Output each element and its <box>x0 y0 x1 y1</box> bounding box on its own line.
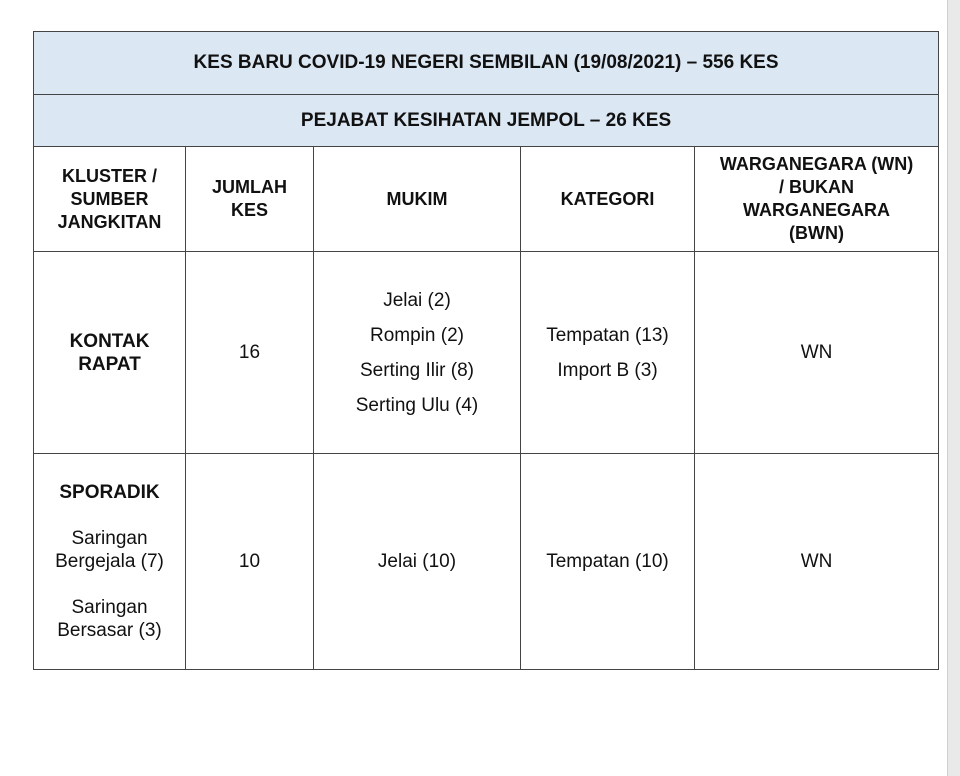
kluster-detail: Bergejala (7) <box>55 551 164 572</box>
mukim-item: Rompin (2) <box>370 324 464 346</box>
kluster-cell <box>34 454 186 670</box>
header-jumlah-line: JUMLAH <box>212 177 287 197</box>
office-row <box>34 95 939 147</box>
kluster-line: RAPAT <box>78 353 141 375</box>
header-jumlah <box>186 147 314 252</box>
wn-cell: WN <box>695 454 939 670</box>
mukim-cell <box>314 454 521 670</box>
header-wn-line: WARGANEGARA <box>743 200 891 220</box>
kategori-cell <box>521 252 695 454</box>
header-kategori: KATEGORI <box>521 147 695 252</box>
kluster-title: SPORADIK <box>59 482 160 503</box>
kluster-detail: Saringan <box>71 597 148 618</box>
jumlah-cell: 16 <box>186 252 314 454</box>
report-title: KES BARU COVID-19 NEGERI SEMBILAN (19/08/2021) – 556 KES <box>34 32 939 95</box>
page-edge <box>947 0 960 776</box>
spacer <box>38 504 181 527</box>
header-row <box>34 147 939 252</box>
mukim-cell <box>314 252 521 454</box>
kluster-detail: Bersasar (3) <box>57 620 162 641</box>
header-kluster <box>34 147 186 252</box>
header-jumlah-line: KES <box>230 200 268 220</box>
kategori-item: Import B (3) <box>557 359 658 381</box>
header-wn-line: (BWN) <box>789 223 845 243</box>
wn-cell: WN <box>695 252 939 454</box>
header-mukim: MUKIM <box>314 147 521 252</box>
header-wn-line: WARGANEGARA (WN) <box>719 154 914 174</box>
kluster-line: KONTAK <box>69 330 150 352</box>
mukim-item: Jelai (2) <box>383 289 451 311</box>
header-kluster-line: SUMBER <box>70 188 149 209</box>
header-wn-line: / BUKAN <box>779 177 855 197</box>
table-row <box>34 252 939 454</box>
mukim-item: Jelai (10) <box>377 550 457 572</box>
table-row <box>34 454 939 670</box>
kategori-item: Tempatan (10) <box>546 550 669 572</box>
jumlah-cell: 10 <box>186 454 314 670</box>
header-kluster-line: JANGKITAN <box>57 211 162 232</box>
covid-cases-table <box>33 31 939 670</box>
title-row <box>34 32 939 95</box>
mukim-item: Serting Ilir (8) <box>359 359 475 381</box>
mukim-item: Serting Ulu (4) <box>355 394 479 416</box>
kluster-cell <box>34 252 186 454</box>
office-title: PEJABAT KESIHATAN JEMPOL – 26 KES <box>34 95 939 147</box>
kategori-cell <box>521 454 695 670</box>
spacer <box>38 573 181 596</box>
header-warganegara <box>695 147 939 252</box>
kluster-detail: Saringan <box>71 528 148 549</box>
header-kluster-line: KLUSTER / <box>61 165 157 186</box>
kategori-item: Tempatan (13) <box>546 324 669 346</box>
